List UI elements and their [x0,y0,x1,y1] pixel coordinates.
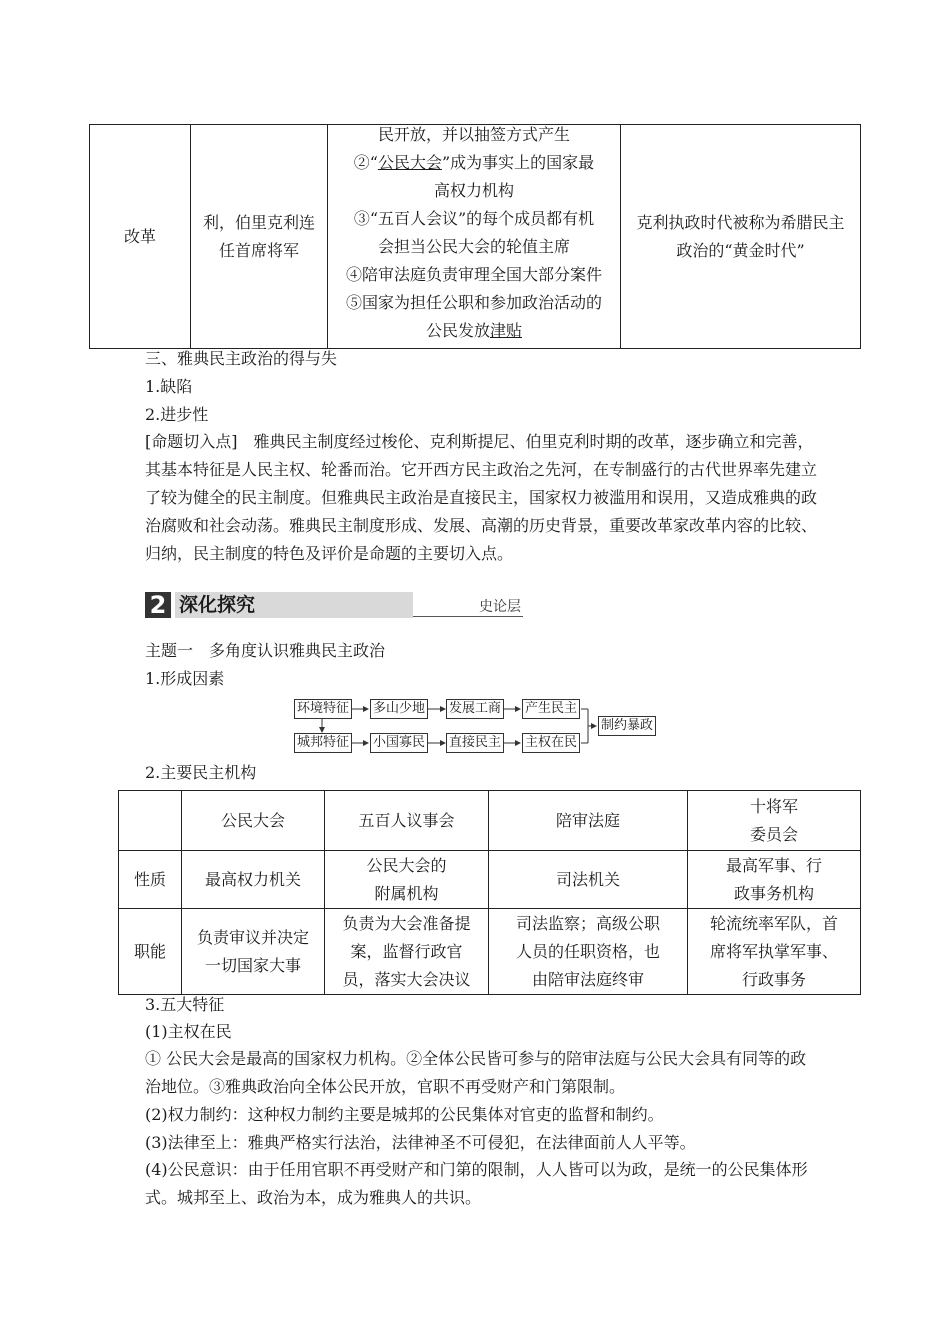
table-cell: 司法机关 [489,851,688,909]
header-court: 陪审法庭 [489,791,688,851]
row-label-nature: 性质 [119,851,182,909]
evaluation-line-2: 政治的“黄金时代” [676,240,805,260]
table-cell: 轮流统率军队，首 席将军执掌军事、 行政事务 [688,909,861,995]
reform-line: ③“五百人会议”的每个成员都有机 [353,209,595,228]
section-subtitle: 史论层 [479,599,521,615]
institutions-table [118,790,861,995]
reform-content-cell [328,125,621,349]
table-cell: 最高军事、行 政事务机构 [688,851,861,909]
section-number: 2 [145,592,171,618]
reform-label-cell: 改革 [90,125,191,349]
table-cell: 负责审议并决定 一切国家大事 [182,909,325,995]
evaluation-line-1: 克利执政时代被称为希腊民主 [636,212,845,232]
flow-box-result: 制约暴政 [598,716,656,736]
feature-4: (4)公民意识：由于任用官职不再受财产和门第的限制，人人皆可以为政，是统一的公民集体形式。城邦至上、政治为本，成为雅典人的共识。 [145,1160,808,1207]
reform-table [89,124,861,349]
pericles-cell [191,125,328,349]
evaluation-cell [621,125,861,349]
section-rule [413,616,523,617]
header-generals: 十将军 委员会 [688,791,861,851]
flow-box-commerce: 发展工商 [446,699,504,719]
topic1-sub2: 2.主要民主机构 [145,763,257,782]
reform-line: 民开放，并以抽签方式产生 [377,125,570,144]
feature-1-heading: (1)主权在民 [145,1022,232,1041]
reform-line: ⑤国家为担任公职和参加政治活动的 [345,293,602,312]
reform-line: 高权力机构 [433,181,514,200]
exam-point-note: [命题切入点] 雅典民主制度经过梭伦、克利斯提尼、伯里克利时期的改革，逐步确立和完善，其基本特征是人民主权、轮番而治。它开西方民主政治之先河，在专制盛行的古代世界率先建立了较为健全的民主制度。但雅典民主政治是直接民主，国家权力被滥用和误用，又造成雅典的政治腐败和社会动荡。雅典民主制度形成、发展、高潮的历史背景，重要改革家改革内容的比较、归纳，民主制度的特色及评价是命题的主要切入点。 [145,432,818,563]
flow-box-small-state: 小国寡民 [370,733,428,753]
reform-line: 公民发放津贴 [425,321,523,340]
feature-2: (2)权力制约：这种权力制约主要是城邦的公民集体对官吏的监督和制约。 [145,1105,664,1124]
flow-box-democracy: 产生民主 [522,699,580,719]
feature-3: (3)法律至上：雅典严格实行法治，法律神圣不可侵犯，在法律面前人人平等。 [145,1133,696,1152]
corner-cell [119,791,182,851]
section-title: 深化探究 [175,592,413,618]
topic1-sub1: 1.形成因素 [145,669,225,688]
flow-box-polis: 城邦特征 [294,733,352,753]
feature-1-text: ① 公民大会是最高的国家权力机构。②全体公民皆可参与的陪审法庭与公民大会具有同等的政治地位。③雅典政治向全体公民开放，官职不再受财产和门第限制。 [145,1049,807,1096]
section-banner [145,592,523,618]
flow-box-mountain: 多山少地 [370,699,428,719]
section3-item1: 1.缺陷 [145,377,193,396]
reform-line: ②“公民大会”成为事实上的国家最 [353,153,595,172]
row-label-function: 职能 [119,909,182,995]
pericles-line-2: 任首席将军 [218,240,299,260]
underlined-term: 津贴 [490,321,523,340]
topic1-heading: 主题一 多角度认识雅典民主政治 [145,641,386,660]
table-cell: 负责为大会准备提 案，监督行政官 员，落实大会决议 [325,909,489,995]
flow-box-env: 环境特征 [294,699,352,719]
topic1-sub3: 3.五大特征 [145,995,225,1014]
underlined-term: 公民大会 [377,153,442,172]
flow-box-sovereignty: 主权在民 [522,733,580,753]
header-assembly: 公民大会 [182,791,325,851]
table-cell: 司法监察；高级公职 人员的任职资格，也 由陪审法庭终审 [489,909,688,995]
section3-heading: 三、雅典民主政治的得与失 [145,349,338,368]
reform-line: 会担当公民大会的轮值主席 [377,237,570,256]
section3-item2: 2.进步性 [145,405,209,424]
table-cell: 最高权力机关 [182,851,325,909]
reform-line: ④陪审法庭负责审理全国大部分案件 [345,265,602,284]
pericles-line-1: 利，伯里克利连 [202,212,315,232]
header-council: 五百人议事会 [325,791,489,851]
table-cell: 公民大会的 附属机构 [325,851,489,909]
flow-box-direct: 直接民主 [446,733,504,753]
